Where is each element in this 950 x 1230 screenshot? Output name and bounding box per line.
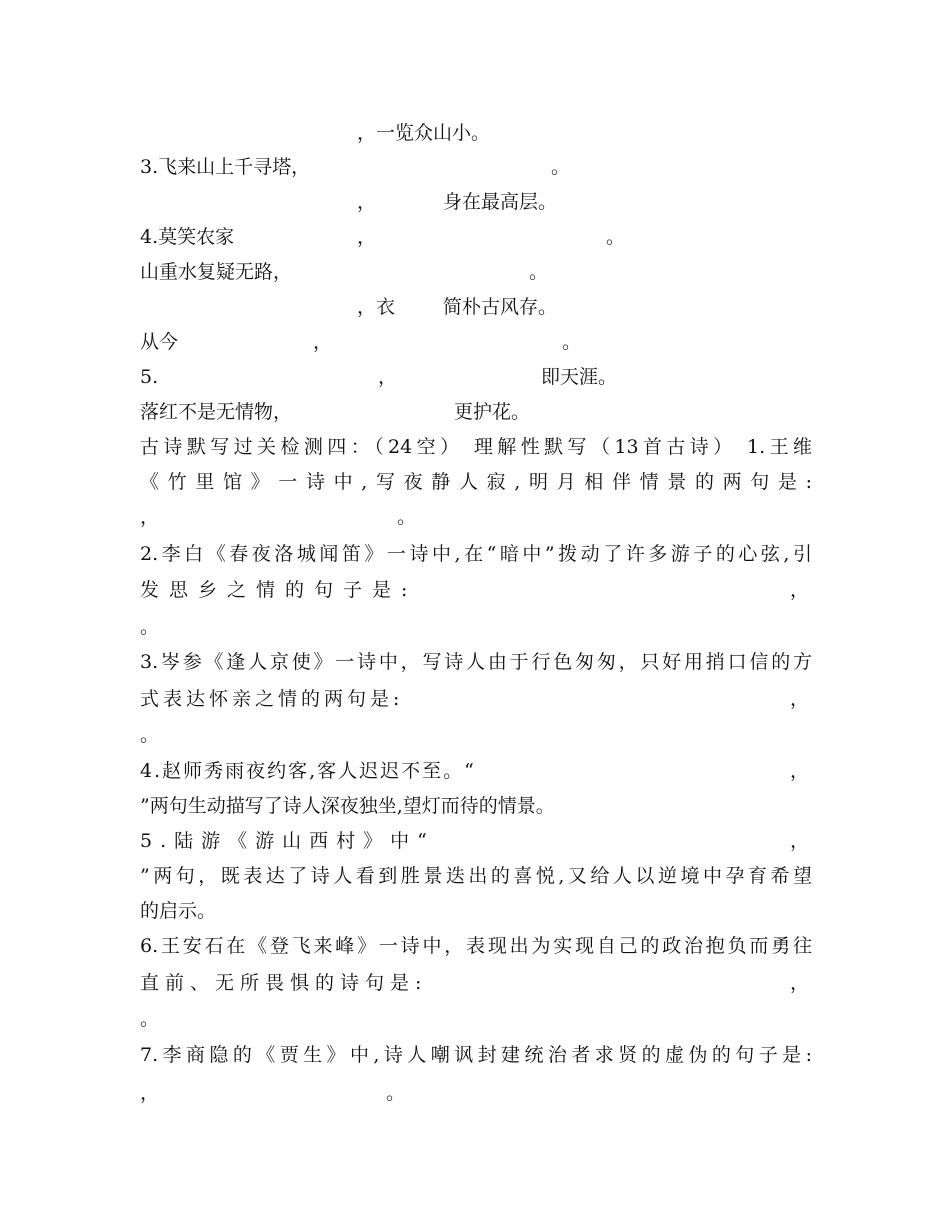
line-text: 身在最高层。 bbox=[443, 191, 558, 213]
text-line bbox=[0, 150, 950, 184]
line-text: 。 bbox=[551, 156, 571, 178]
line-text: ， bbox=[313, 331, 333, 353]
text-line bbox=[0, 500, 950, 534]
line-text: 。 bbox=[397, 506, 417, 528]
text-line bbox=[0, 325, 950, 359]
line-text: 更护花。 bbox=[454, 401, 531, 423]
line-text: ，衣 bbox=[357, 296, 396, 318]
line-text: 山重水复疑无路， bbox=[140, 261, 293, 283]
line-text: ”两句生动描写了诗人深夜独坐,望灯而待的情景。 bbox=[140, 795, 555, 817]
text-line bbox=[0, 824, 950, 858]
line-text: ”两句，既表达了诗人看到胜景迭出的喜悦,又给人以逆境中孕育希望 bbox=[140, 865, 812, 887]
line-text: ， bbox=[790, 830, 810, 852]
line-text: 2.李白《春夜洛城闻笛》一诗中,在“暗中”拨动了许多游子的心弦,引 bbox=[140, 543, 812, 565]
line-text: 发思乡之情的句子是: bbox=[140, 579, 418, 601]
line-text: 5.陆游《游山西村》中“ bbox=[140, 830, 435, 852]
text-line bbox=[0, 465, 950, 499]
line-text: 4.莫笑农家 bbox=[140, 226, 235, 248]
text-line bbox=[0, 894, 950, 928]
text-line bbox=[0, 718, 950, 752]
text-line bbox=[0, 966, 950, 1000]
text-line bbox=[0, 929, 950, 963]
line-text: 式表达怀亲之情的两句是: bbox=[140, 688, 404, 710]
line-text: 的启示。 bbox=[140, 900, 217, 922]
line-text: ， bbox=[378, 366, 398, 388]
text-line bbox=[0, 430, 950, 464]
line-text: 落红不是无情物， bbox=[140, 401, 293, 423]
line-text: ， bbox=[357, 226, 377, 248]
line-text: ， bbox=[140, 506, 160, 528]
line-text: ， bbox=[790, 972, 810, 994]
text-line bbox=[0, 255, 950, 289]
line-text: 。 bbox=[606, 226, 626, 248]
line-text: 直前、无所畏惧的诗句是: bbox=[140, 972, 428, 994]
line-text: ， bbox=[140, 1082, 160, 1104]
line-text: ， bbox=[790, 760, 810, 782]
line-text: ， bbox=[790, 688, 810, 710]
line-text: 。 bbox=[140, 616, 160, 638]
line-text: 从今 bbox=[140, 331, 179, 353]
line-text: 。 bbox=[140, 1008, 160, 1030]
line-text: 6.王安石在《登飞来峰》一诗中，表现出为实现自己的政治抱负而勇往 bbox=[140, 935, 812, 957]
line-text: 3.飞来山上千寻塔， bbox=[140, 156, 311, 178]
text-line bbox=[0, 1076, 950, 1110]
text-line bbox=[0, 290, 950, 324]
text-line bbox=[0, 1002, 950, 1036]
line-text: 3.岑参《逢人京使》一诗中，写诗人由于行色匆匆，只好用捎口信的方 bbox=[140, 651, 812, 673]
line-text: 即天涯。 bbox=[541, 366, 618, 388]
line-text: ，一览众山小。 bbox=[357, 122, 491, 144]
text-line bbox=[0, 185, 950, 219]
line-text: 。 bbox=[140, 724, 160, 746]
text-line bbox=[0, 116, 950, 150]
text-line bbox=[0, 1038, 950, 1072]
line-text: 简朴古风存。 bbox=[443, 296, 558, 318]
line-text: ， bbox=[357, 191, 377, 213]
line-text: 4.赵师秀雨夜约客,客人迟迟不至。“ bbox=[140, 760, 476, 782]
line-text: 7.李商隐的《贾生》中,诗人嘲讽封建统治者求贤的虚伪的句子是: bbox=[140, 1044, 812, 1066]
text-line bbox=[0, 682, 950, 716]
text-line bbox=[0, 859, 950, 893]
line-text: ， bbox=[790, 579, 810, 601]
line-text: 5. bbox=[140, 366, 159, 388]
line-text: 《竹里馆》一诗中,写夜静人寂,明月相伴情景的两句是: bbox=[140, 471, 812, 493]
line-text: 。 bbox=[562, 331, 582, 353]
text-line bbox=[0, 573, 950, 607]
text-line bbox=[0, 395, 950, 429]
text-line bbox=[0, 360, 950, 394]
text-line bbox=[0, 645, 950, 679]
text-line bbox=[0, 754, 950, 788]
line-text: 古诗默写过关检测四：（24空） 理解性默写（13首古诗） 1.王维 bbox=[140, 436, 812, 458]
line-text: 。 bbox=[529, 261, 549, 283]
text-line bbox=[0, 610, 950, 644]
text-line bbox=[0, 537, 950, 571]
text-line bbox=[0, 220, 950, 254]
text-line bbox=[0, 789, 950, 823]
line-text: 。 bbox=[386, 1082, 406, 1104]
